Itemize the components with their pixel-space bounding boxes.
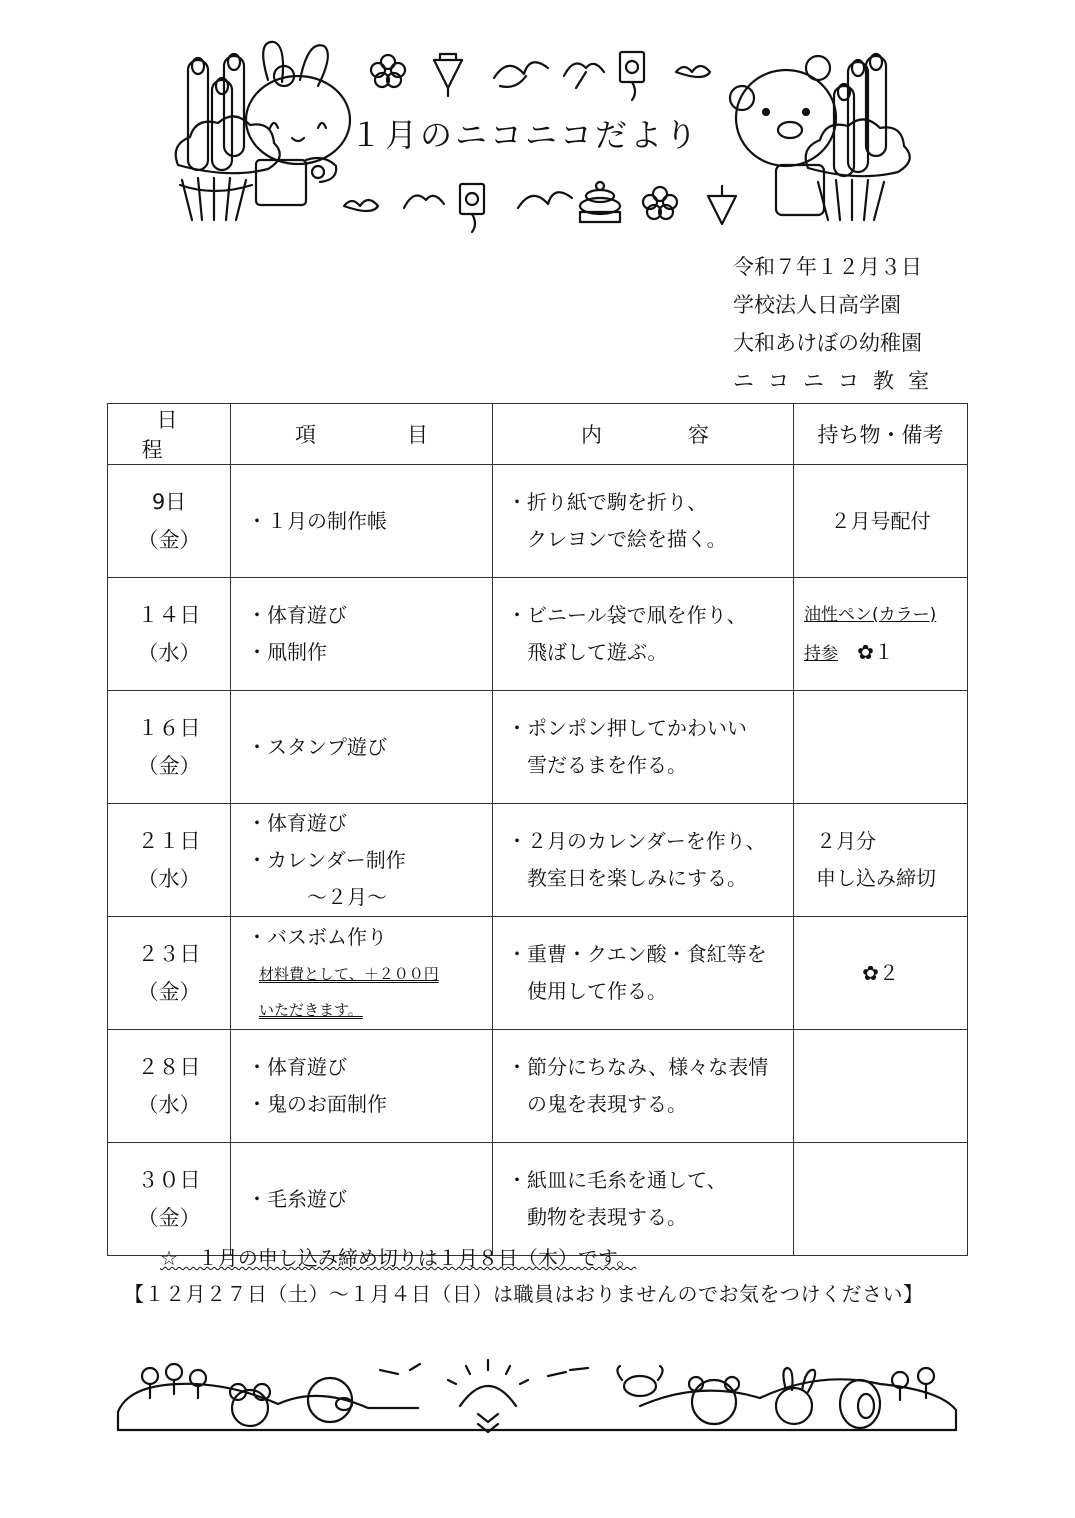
footer-illustration [0,1340,1075,1450]
items-cell: ・１月の制作帳 [231,465,493,578]
date-cell: ３０日 （金） [108,1143,231,1256]
penguin-icon [840,1380,880,1428]
table-row [108,465,968,578]
header-notes: 持ち物・備考 [794,404,968,465]
spinning-top-icon [434,54,462,96]
kite-icon [460,184,484,232]
date-cell: １４日 （水） [108,578,231,691]
issuer-block [733,248,943,400]
date-cell: ２８日 （水） [108,1030,231,1143]
items-cell: ・体育遊び ・鬼のお面制作 [231,1030,493,1143]
notes-cell [794,691,968,804]
pine-icon [518,192,572,208]
issue-date: 令和７年１２月３日 [733,255,922,279]
pine-icon [494,62,548,87]
content-cell: ・２月のカレンダーを作り、 教室日を楽しみにする。 [493,804,794,917]
table-row [108,1030,968,1143]
crab-icon [617,1366,662,1396]
deadline-notice: ☆ １月の申し込み締め切りは１月８日（木）です。 [160,1246,637,1270]
flower-mark: ✿２ [862,960,899,985]
table-row [108,691,968,804]
classroom-name: ニコニコ教室 [733,369,943,393]
table-header-row [108,404,968,465]
notes-cell: 油性ペン(カラー) 持参 ✿１ [794,578,968,691]
kadomatsu-icon [176,54,280,220]
pine-icon [564,64,604,89]
date-cell: １６日 （金） [108,691,231,804]
header-date: 日程 [108,404,231,465]
items-cell: ・バスボム作り 材料費として、＋２００円 いただきます。 [231,917,493,1030]
flower-mark: ✿１ [857,640,894,664]
corporation-name: 学校法人日高学園 [733,293,901,317]
pine-icon [344,200,378,211]
plum-blossom-icon [371,55,405,87]
sun-icon [380,1360,588,1432]
kagami-mochi-icon [580,182,620,222]
content-cell: ・ビニール袋で凧を作り、 飛ばして遊ぶ。 [493,578,794,691]
date-cell: ２３日 （金） [108,917,231,1030]
table-row [108,917,968,1030]
header-item: 項 目 [231,404,493,465]
notes-cell [794,1030,968,1143]
date-cell: ２１日 （水） [108,804,231,917]
page-title: １月のニコニコだより [350,116,701,154]
pine-icon [676,66,710,77]
notes-cell: ２月分 申し込み締切 [794,804,968,917]
rabbit-icon [776,1368,815,1424]
table-row [108,804,968,917]
table-row [108,1143,968,1256]
notes-cell: ２月号配付 [794,465,968,578]
notes-cell [794,917,968,1030]
content-cell: ・紙皿に毛糸を通して、 動物を表現する。 [493,1143,794,1256]
content-cell: ・ポンポン押してかわいい 雪だるまを作る。 [493,691,794,804]
table-row [108,578,968,691]
pine-icon [404,196,444,209]
header-content: 内 容 [493,404,794,465]
items-cell: ・毛糸遊び [231,1143,493,1256]
content-cell: ・節分にちなみ、様々な表情 の鬼を表現する。 [493,1030,794,1143]
content-cell: ・重曹・クエン酸・食紅等を 使用して作る。 [493,917,794,1030]
date-cell: 9日 （金） [108,465,231,578]
items-cell: ・体育遊び ・凧制作 [231,578,493,691]
items-cell: ・体育遊び ・カレンダー制作 ～２月～ [231,804,493,917]
content-cell: ・折り紙で駒を折り、 クレヨンで絵を描く。 [493,465,794,578]
rabbit-icon [246,42,350,205]
items-cell: ・スタンプ遊び [231,691,493,804]
bear-icon [689,1377,739,1424]
notes-cell [794,1143,968,1256]
closure-notice: 【１２月２７日（土）～１月４日（日）は職員はおりませんのでお気をつけください】 [124,1282,924,1306]
spinning-top-icon [708,186,736,224]
kite-icon [620,52,644,100]
plum-blossom-icon [643,187,677,219]
schedule-table [107,403,968,1256]
school-name: 大和あけぼの幼稚園 [733,331,922,355]
